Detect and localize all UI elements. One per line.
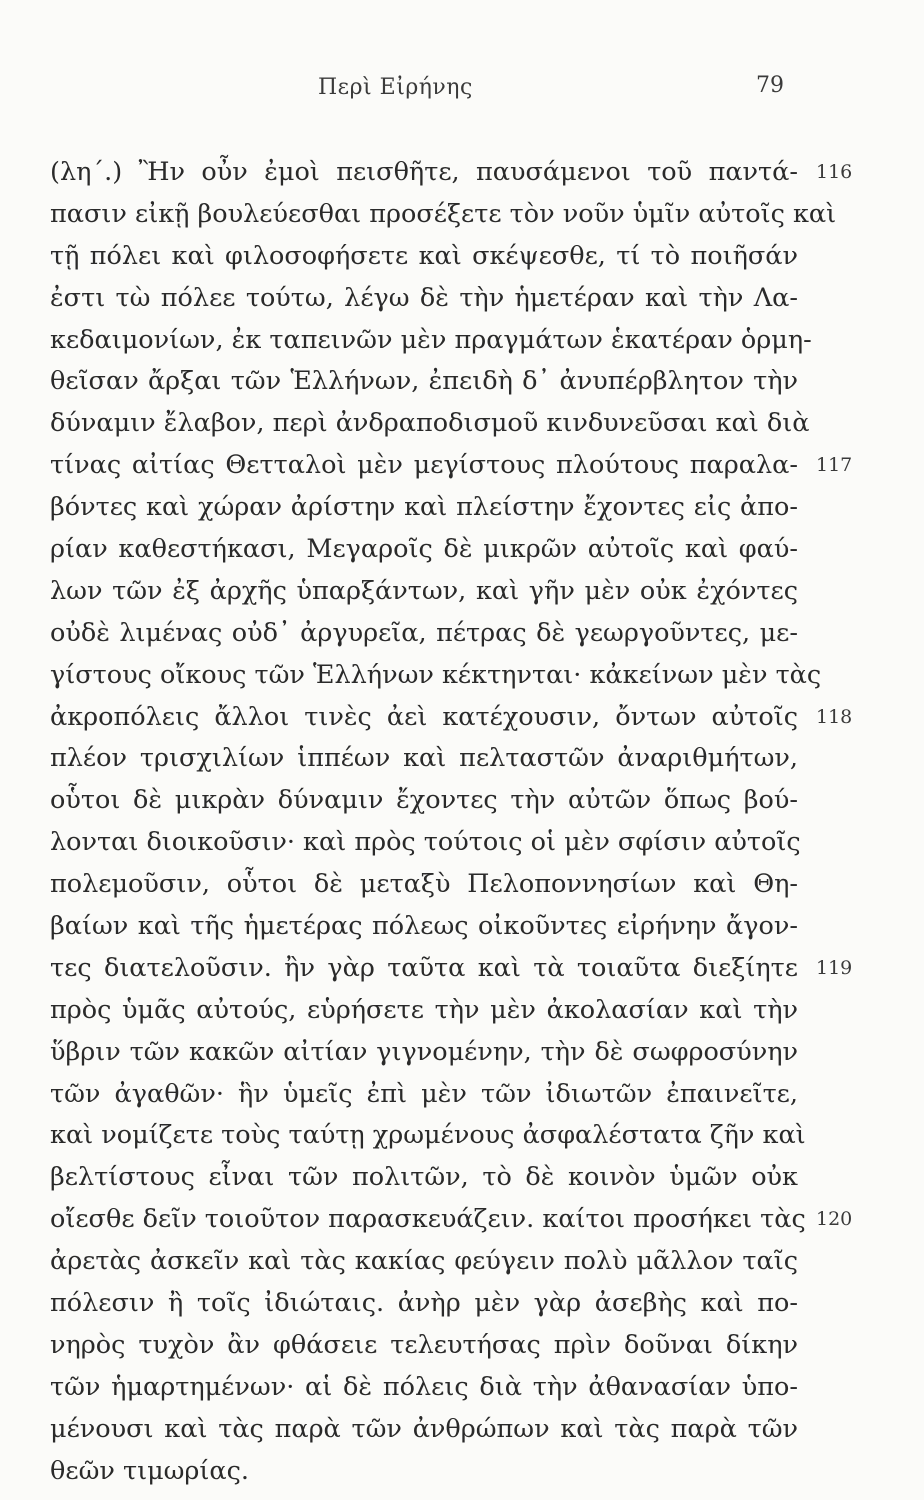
line-text: ρίαν καθεστήκασι, Μεγαροῖς δὲ μικρῶν αὐτοῖς καὶ φαύ- [50, 534, 798, 565]
line-text: θεῖσαν ἄρξαι τῶν Ἑλλήνων, ἐπειδὴ δ᾽ ἀνυπέρβλητον τὴν [50, 366, 798, 397]
line-text: πλέον τρισχιλίων ἱππέων καὶ πελταστῶν ἀναριθμήτων, [50, 743, 798, 774]
text-line [50, 697, 853, 739]
line-text: πολεμοῦσιν, οὗτοι δὲ μεταξὺ Πελοποννησίων καὶ Θη- [50, 869, 798, 900]
line-text: πρὸς ὑμᾶς αὐτούς, εὑρήσετε τὴν μὲν ἀκολασίαν καὶ τὴν [50, 994, 798, 1025]
line-text: τες διατελοῦσιν. ἢν γὰρ ταῦτα καὶ τὰ τοιαῦτα διεξίητε [50, 952, 798, 983]
line-text: ἐστι τὼ πόλεε τούτω, λέγω δὲ τὴν ἡμετέραν καὶ τὴν Λα- [50, 282, 798, 313]
section-number: 118 [816, 705, 853, 728]
line-text: πασιν εἰκῇ βουλεύεσθαι προσέξετε τὸν νοῦν ὑμῖν αὐτοῖς καὶ [50, 198, 837, 229]
text-line [50, 822, 801, 864]
page-number: 79 [756, 73, 784, 98]
text-line [50, 948, 853, 990]
text-line [50, 1283, 798, 1325]
line-text: βόντες καὶ χώραν ἀρίστην καὶ πλείστην ἔχοντες εἰς ἀπο- [50, 492, 798, 523]
text-line [50, 1325, 798, 1367]
section-number: 120 [816, 1208, 853, 1231]
section-number: 116 [816, 161, 853, 183]
text-line [50, 990, 798, 1032]
line-text: τῶν ἀγαθῶν· ἣν ὑμεῖς ἐπὶ μὲν τῶν ἰδιωτῶν ἐπαινεῖτε, [50, 1078, 798, 1109]
line-text: τίνας αἰτίας Θετταλοὶ μὲν μεγίστους πλούτους παραλα- [50, 450, 798, 481]
body-text [50, 152, 853, 1493]
text-line [50, 236, 798, 278]
section-number: 117 [816, 454, 853, 477]
text-line [50, 1074, 798, 1116]
text-line [50, 571, 798, 613]
running-head-title: Περὶ Εἰρήνης [318, 75, 473, 100]
text-line [50, 1032, 798, 1074]
section-number: 119 [816, 956, 853, 979]
line-text: οὐδὲ λιμένας οὐδ᾽ ἀργυρεῖα, πέτρας δὲ γεωργοῦντες, με- [50, 617, 798, 648]
line-text: ὕβριν τῶν κακῶν αἰτίαν γιγνομένην, τὴν δὲ σωφροσύνην [50, 1036, 798, 1067]
running-head [0, 75, 924, 115]
text-line [50, 487, 798, 529]
line-text: δύναμιν ἔλαβον, περὶ ἀνδραποδισμοῦ κινδυνεῦσαι καὶ διὰ [50, 408, 810, 439]
text-line [50, 780, 798, 822]
text-line [50, 738, 798, 780]
line-text: ἀρετὰς ἀσκεῖν καὶ τὰς κακίας φεύγειν πολὺ μᾶλλον ταῖς [50, 1246, 798, 1277]
line-text: κεδαιμονίων, ἐκ ταπεινῶν μὲν πραγμάτων ἑκατέραν ὁρμη- [50, 324, 812, 355]
line-text: βελτίστους εἶναι τῶν πολιτῶν, τὸ δὲ κοινὸν ὑμῶν οὐκ [50, 1162, 798, 1193]
text-line [50, 906, 798, 948]
text-line [50, 1367, 798, 1409]
text-line [50, 1451, 798, 1493]
text-line [50, 1157, 798, 1199]
line-text: θεῶν τιμωρίας. [50, 1455, 250, 1486]
text-line [50, 1199, 853, 1241]
line-text: βαίων καὶ τῆς ἡμετέρας πόλεως οἰκοῦντες εἰρήνην ἄγον- [50, 911, 798, 942]
text-line [50, 864, 798, 906]
text-line [50, 152, 853, 194]
text-line [50, 194, 837, 236]
text-line [50, 655, 822, 697]
line-text: μένουσι καὶ τὰς παρὰ τῶν ἀνθρώπων καὶ τὰς παρὰ τῶν [50, 1413, 798, 1444]
line-text: (λη΄.) Ἢν οὖν ἐμοὶ πεισθῆτε, παυσάμενοι τοῦ παντά- [50, 157, 798, 187]
text-line [50, 1409, 798, 1451]
line-text: λονται διοικοῦσιν· καὶ πρὸς τούτοις οἱ μὲν σφίσιν αὐτοῖς [50, 827, 801, 858]
text-line [50, 445, 853, 487]
line-text: πόλεσιν ἢ τοῖς ἰδιώταις. ἀνὴρ μὲν γὰρ ἀσεβὴς καὶ πο- [50, 1288, 798, 1319]
text-line [50, 613, 798, 655]
line-text: τῇ πόλει καὶ φιλοσοφήσετε καὶ σκέψεσθε, τί τὸ ποιῆσάν [50, 240, 798, 271]
line-text: γίστους οἴκους τῶν Ἑλλήνων κέκτηνται· κἀκείνων μὲν τὰς [50, 659, 822, 690]
text-line [50, 278, 798, 320]
line-text: οὗτοι δὲ μικρὰν δύναμιν ἔχοντες τὴν αὐτῶν ὅπως βού- [50, 785, 798, 816]
line-text: οἴεσθε δεῖν τοιοῦτον παρασκευάζειν. καίτοι προσήκει τὰς [50, 1204, 806, 1235]
line-text: λων τῶν ἐξ ἀρχῆς ὑπαρξάντων, καὶ γῆν μὲν οὐκ ἐχόντες [50, 575, 798, 606]
line-text: καὶ νομίζετε τοὺς ταύτῃ χρωμένους ἀσφαλέστατα ζῆν καὶ [50, 1120, 806, 1151]
line-text: τῶν ἡμαρτημένων· αἱ δὲ πόλεις διὰ τὴν ἀθανασίαν ὑπο- [50, 1371, 798, 1402]
text-line [50, 320, 812, 362]
text-line [50, 1115, 806, 1157]
text-line [50, 361, 798, 403]
line-text: νηρὸς τυχὸν ἂν φθάσειε τελευτήσας πρὶν δοῦναι δίκην [50, 1329, 798, 1360]
line-text: ἀκροπόλεις ἄλλοι τινὲς ἀεὶ κατέχουσιν, ὄντων αὐτοῖς [50, 701, 798, 732]
text-line [50, 529, 798, 571]
text-line [50, 1241, 798, 1283]
text-line [50, 403, 810, 445]
